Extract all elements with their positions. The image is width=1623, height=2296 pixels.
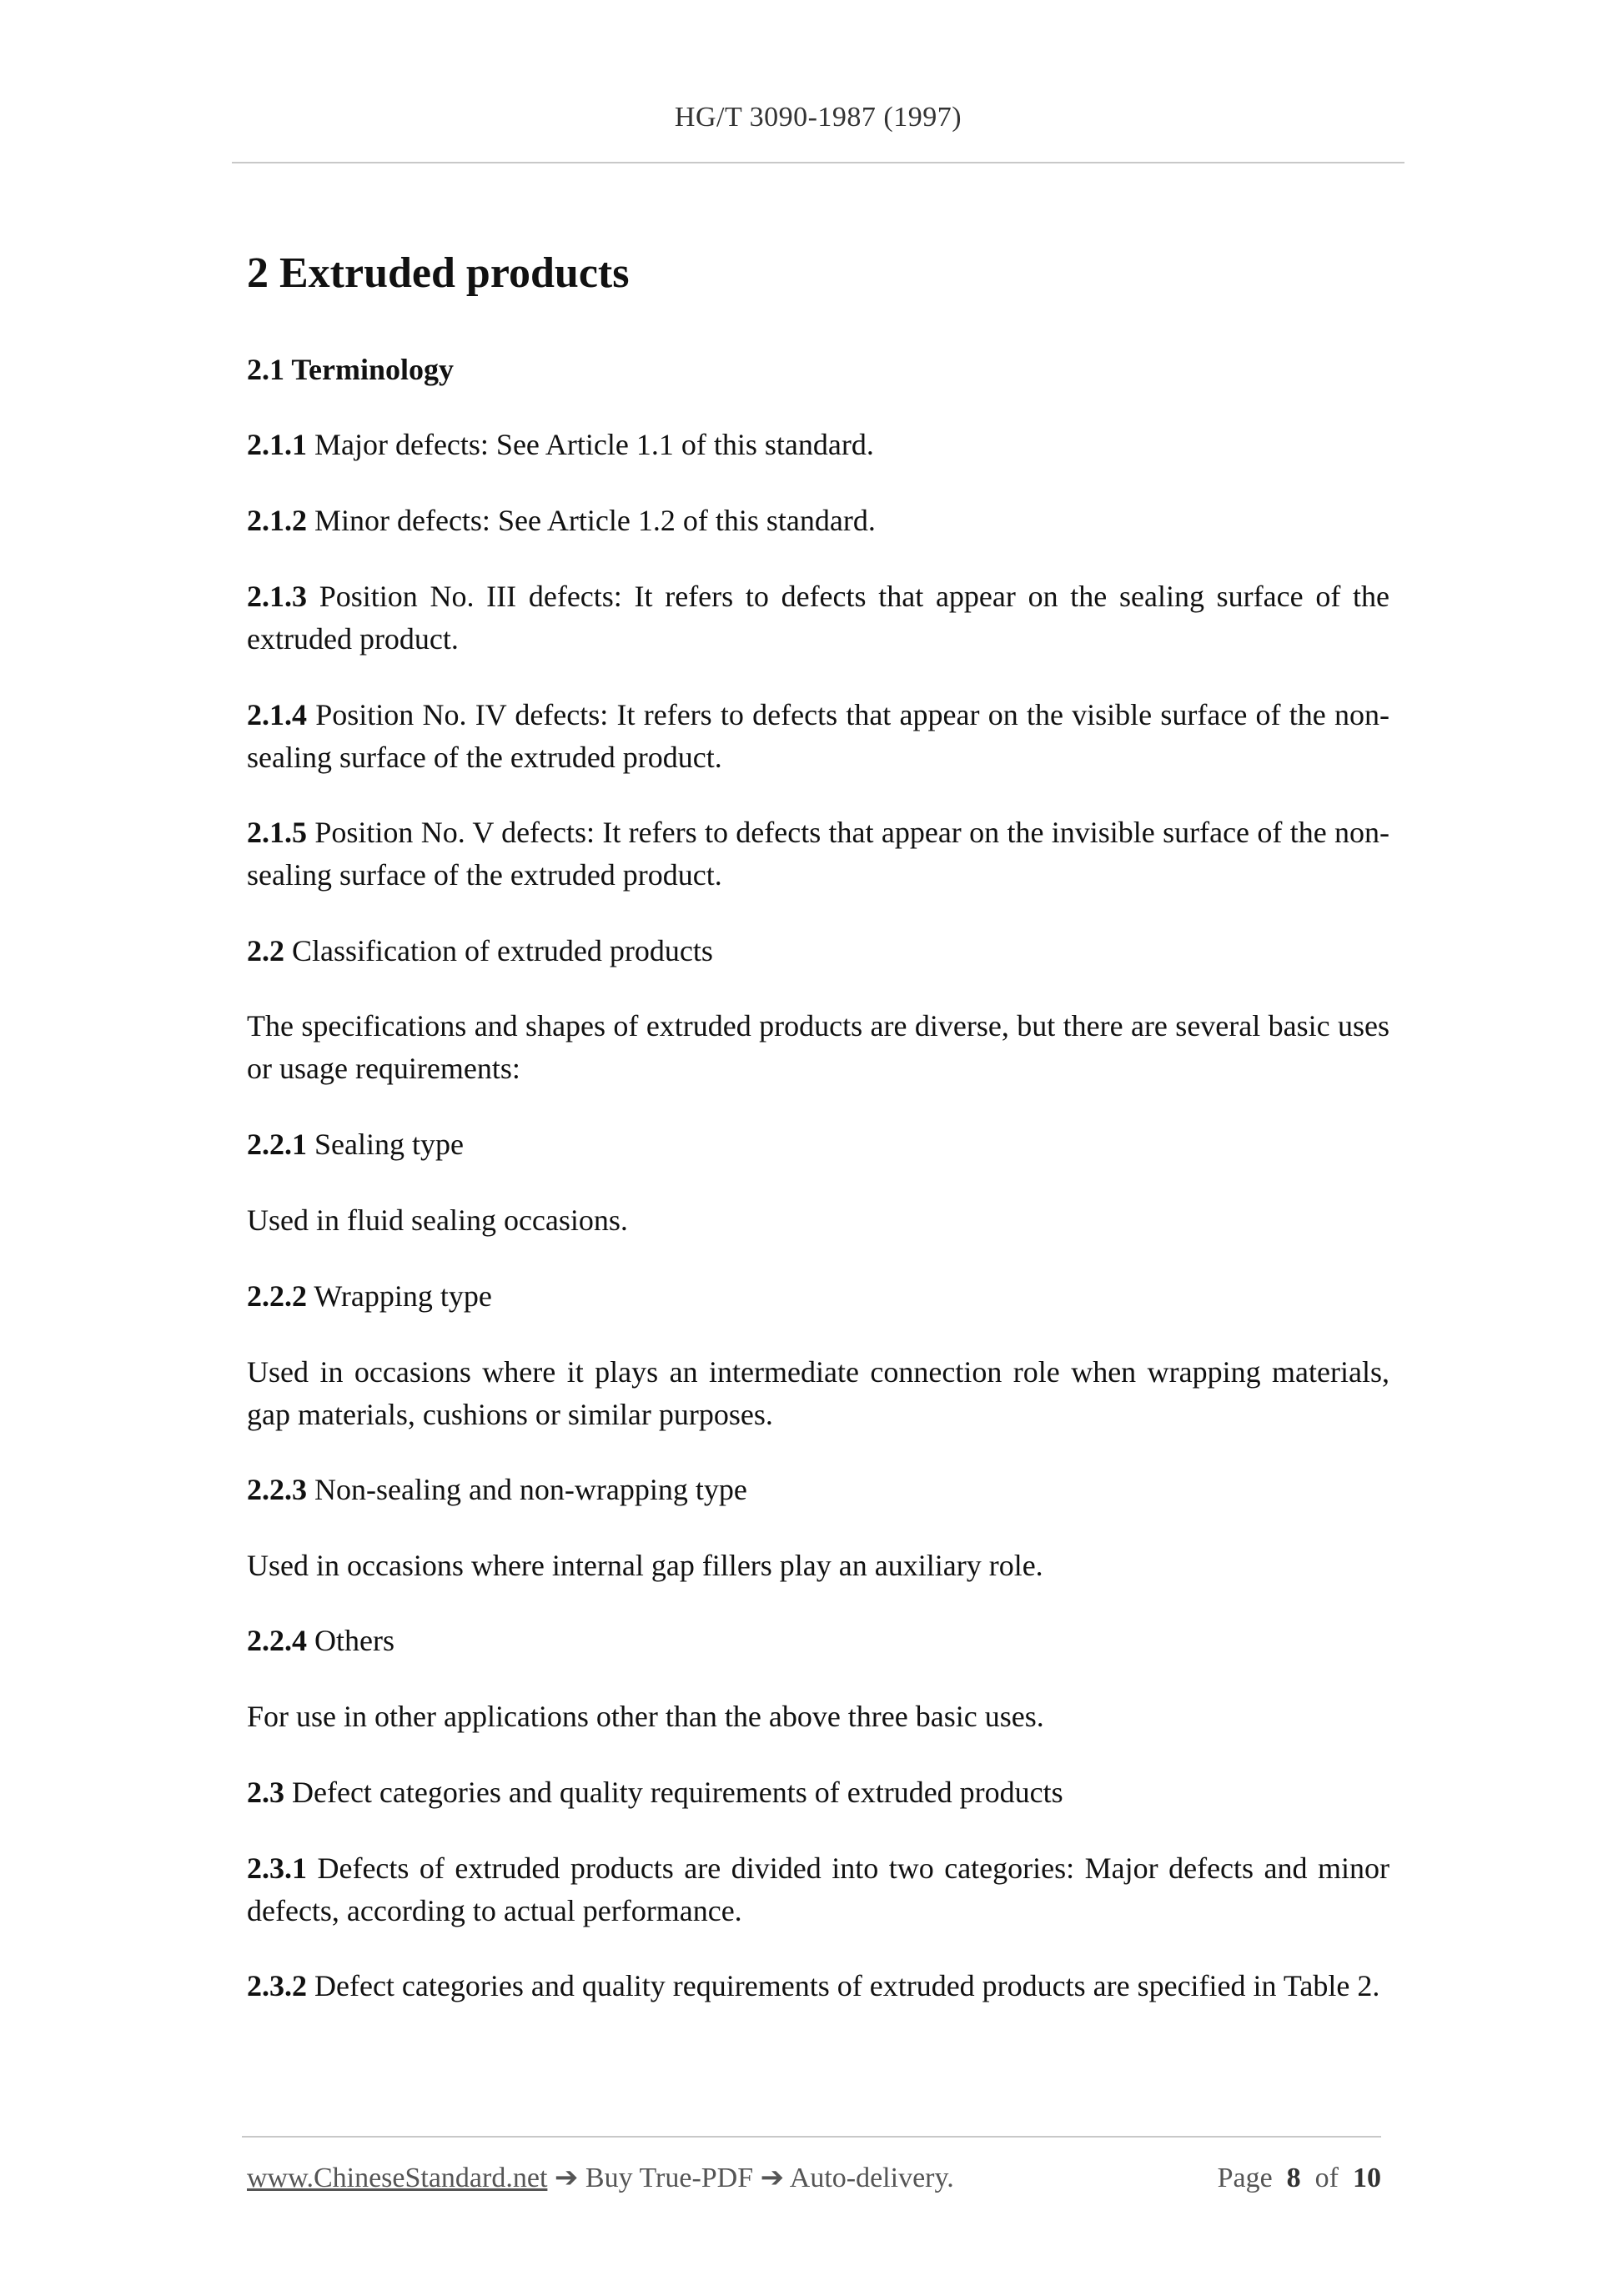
clause-2-1-1 (247, 424, 1389, 466)
arrow-icon: ➔ (760, 2163, 785, 2193)
clause-text: Major defects: See Article 1.1 of this standard. (307, 428, 874, 461)
delivery-text: Auto-delivery. (784, 2163, 954, 2193)
paragraph-text: Used in occasions where it plays an intermediate connection role when wrapping materials, gap materials, cushions or similar purposes. (247, 1355, 1389, 1431)
clause-text: Wrapping type (307, 1279, 492, 1313)
body-paragraph-2-2-3 (247, 1545, 1389, 1587)
page-of-label: of (1314, 2163, 1339, 2193)
clause-number: 2.3.1 (247, 1851, 307, 1885)
paragraph-text: 2.1 Terminology (247, 353, 455, 386)
clause-number: 2.3 (247, 1776, 284, 1809)
page-label: Page (1217, 2163, 1273, 2193)
clause-2-2 (247, 930, 1389, 972)
clause-number: 2.3.2 (247, 1969, 307, 2002)
clause-2-1-3 (247, 575, 1389, 661)
arrow-icon: ➔ (554, 2163, 579, 2193)
footer-divider (242, 2136, 1381, 2138)
body-paragraph-2-2-4 (247, 1696, 1389, 1738)
page-indicator (1218, 2160, 1381, 2197)
clause-number: 2.1.3 (247, 580, 307, 613)
section-title: 2 Extruded products (247, 249, 630, 297)
clause-text: Defects of extruded products are divided into two categories: Major defects and minor defects, according to actual performance. (247, 1851, 1389, 1927)
page-footer (247, 2160, 1381, 2197)
body-paragraph-2-2 (247, 1005, 1389, 1090)
clause-text: Position No. V defects: It refers to defects that appear on the invisible surface of the non-sealing surface of the extruded product. (247, 816, 1389, 892)
clause-2-3-2 (247, 1965, 1389, 2007)
paragraph-text: For use in other applications other than the above three basic uses. (247, 1700, 1044, 1733)
clause-text: Minor defects: See Article 1.2 of this standard. (307, 504, 876, 537)
clause-number: 2.1.5 (247, 816, 307, 849)
clause-2-1-2 (247, 500, 1389, 542)
clause-number: 2.2.3 (247, 1473, 307, 1506)
clause-text: Position No. IV defects: It refers to defects that appear on the visible surface of the non-sealing surface of the extruded product. (247, 698, 1389, 774)
clause-number: 2.2.2 (247, 1279, 307, 1313)
clause-text: Defect categories and quality requirements of extruded products (284, 1776, 1063, 1809)
body-paragraph-2-2-2 (247, 1351, 1389, 1436)
clause-2-2-4 (247, 1620, 1389, 1662)
buy-text: Buy True-PDF (578, 2163, 761, 2193)
clause-number: 2.2 (247, 934, 284, 967)
clause-2-3-1 (247, 1847, 1389, 1932)
clause-2-2-1 (247, 1123, 1389, 1166)
clause-text: Others (307, 1624, 394, 1657)
clause-number: 2.2.4 (247, 1624, 307, 1657)
clause-text: Sealing type (307, 1128, 464, 1161)
clause-2-1-5 (247, 811, 1389, 897)
clause-2-3 (247, 1771, 1389, 1814)
clause-text: Classification of extruded products (284, 934, 713, 967)
clause-text: Position No. III defects: It refers to defects that appear on the sealing surface of the extruded product. (247, 580, 1389, 656)
paragraph-text: The specifications and shapes of extruded products are diverse, but there are several basic uses or usage requirements: (247, 1009, 1389, 1085)
page-current: 8 (1286, 2163, 1301, 2193)
body-paragraph-2-2-1 (247, 1199, 1389, 1242)
subsection-heading-2-1 (247, 349, 1389, 391)
website-link[interactable]: www.ChineseStandard.net (247, 2163, 548, 2193)
header-divider (232, 162, 1404, 163)
paragraph-text: Used in occasions where internal gap fillers play an auxiliary role. (247, 1549, 1043, 1582)
clause-2-1-4 (247, 694, 1389, 779)
clause-number: 2.1.1 (247, 428, 307, 461)
clause-number: 2.1.2 (247, 504, 307, 537)
clause-text: Non-sealing and non-wrapping type (307, 1473, 747, 1506)
paragraph-text: Used in fluid sealing occasions. (247, 1203, 628, 1237)
clause-number: 2.1.4 (247, 698, 307, 731)
clause-number: 2.2.1 (247, 1128, 307, 1161)
page-header-doc-code: HG/T 3090-1987 (1997) (674, 102, 962, 133)
page-total: 10 (1353, 2163, 1381, 2193)
clause-text: Defect categories and quality requirements of extruded products are specified in Table 2. (307, 1969, 1380, 2002)
clause-2-2-2 (247, 1275, 1389, 1318)
clause-2-2-3 (247, 1469, 1389, 1511)
